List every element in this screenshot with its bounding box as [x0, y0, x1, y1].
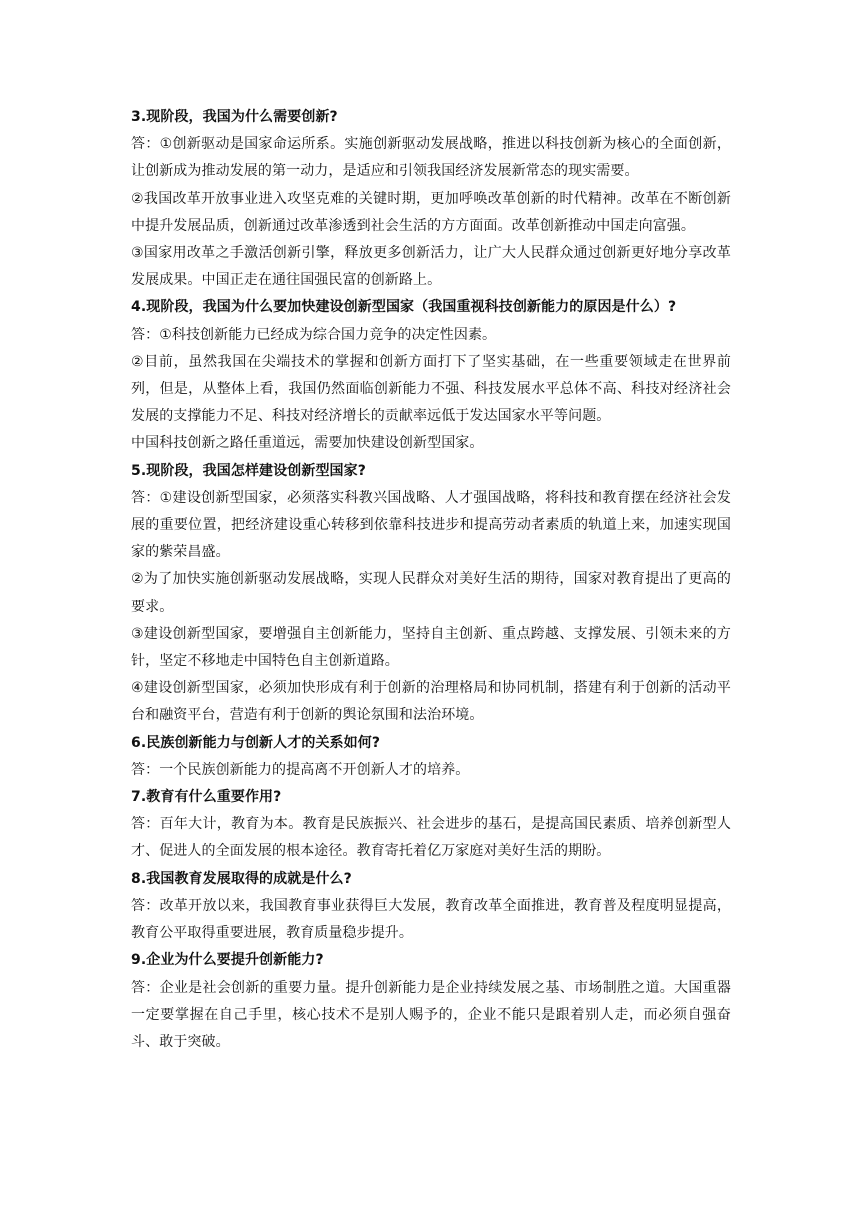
- question-heading-8: 8.我国教育发展取得的成就是什么?: [131, 870, 352, 887]
- answer-paragraph: ③建设创新型国家，要增强自主创新能力，坚持自主创新、重点跨越、支撑发展、引领未来的方针，坚定不移地走中国特色自主创新道路。: [131, 625, 731, 670]
- question-heading-4: 4.现阶段，我国为什么要加快建设创新型国家（我国重视科技创新能力的原因是什么）?: [131, 299, 677, 316]
- answer-paragraph: ④建设创新型国家，必须加快形成有利于创新的治理格局和协同机制，搭建有利于创新的活动平台和融资平台，营造有利于创新的舆论氛围和法治环境。: [131, 680, 731, 724]
- answer-paragraph: 答：①创新驱动是国家命运所系。实施创新驱动发展战略，推进以科技创新为核心的全面创新，让创新成为推动发展的第一动力，是适应和引领我国经济发展新常态的现实需要。: [131, 136, 731, 180]
- document-body: [131, 104, 731, 1056]
- question-heading-6: 6.民族创新能力与创新人才的关系如何?: [131, 734, 381, 751]
- answer-paragraph: 答：百年大计，教育为本。教育是民族振兴、社会进步的基石，是提高国民素质、培养创新型人才、促进人的全面发展的根本途径。教育寄托着亿万家庭对美好生活的期盼。: [131, 816, 731, 860]
- answer-paragraph: ②我国改革开放事业进入攻坚克难的关键时期，更加呼唤改革创新的时代精神。改革在不断创新中提升发展品质，创新通过改革渗透到社会生活的方方面面。改革创新推动中国走向富强。: [131, 190, 731, 234]
- answer-paragraph: 中国科技创新之路任重道远，需要加快建设创新型国家。: [131, 435, 484, 452]
- answer-paragraph: ②为了加快实施创新驱动发展战略，实现人民群众对美好生活的期待，国家对教育提出了更高的要求。: [131, 571, 731, 615]
- answer-paragraph: 答：一个民族创新能力的提高离不开创新人才的培养。: [131, 761, 470, 778]
- question-heading-5: 5.现阶段，我国怎样建设创新型国家?: [131, 462, 366, 479]
- question-heading-7: 7.教育有什么重要作用?: [131, 789, 282, 806]
- answer-paragraph: ②目前，虽然我国在尖端技术的掌握和创新方面打下了坚实基础，在一些重要领域走在世界前列，但是，从整体上看，我国仍然面临创新能力不强、科技发展水平总体不高、科技对经济社会发展的支撑能力不足、科技对经济增长的贡献率远低于发达国家水平等问题。: [131, 353, 731, 425]
- answer-paragraph: ③国家用改革之手激活创新引擎，释放更多创新活力，让广大人民群众通过创新更好地分享改革发展成果。中国正走在通往国强民富的创新路上。: [131, 245, 731, 289]
- answer-paragraph: 答：①建设创新型国家，必须落实科教兴国战略、人才强国战略，将科技和教育摆在经济社会发展的重要位置，把经济建设重心转移到依靠科技进步和提高劳动者素质的轨道上来，加速实现国家的紫荣昌盛。: [131, 489, 731, 561]
- answer-paragraph: 答：企业是社会创新的重要力量。提升创新能力是企业持续发展之基、市场制胜之道。大国重器一定要掌握在自己手里，核心技术不是别人赐予的，企业不能只是跟着别人走，而必须自强奋斗、敢于突破。: [131, 979, 731, 1050]
- answer-paragraph: 答：①科技创新能力已经成为综合国力竞争的决定性因素。: [131, 326, 497, 343]
- question-heading-3: 3.现阶段，我国为什么需要创新?: [131, 109, 338, 125]
- answer-paragraph: 答：改革开放以来，我国教育事业获得巨大发展，教育改革全面推进，教育普及程度明显提高，教育公平取得重要进展，教育质量稳步提升。: [131, 897, 731, 942]
- question-heading-9: 9.企业为什么要提升创新能力?: [131, 952, 324, 969]
